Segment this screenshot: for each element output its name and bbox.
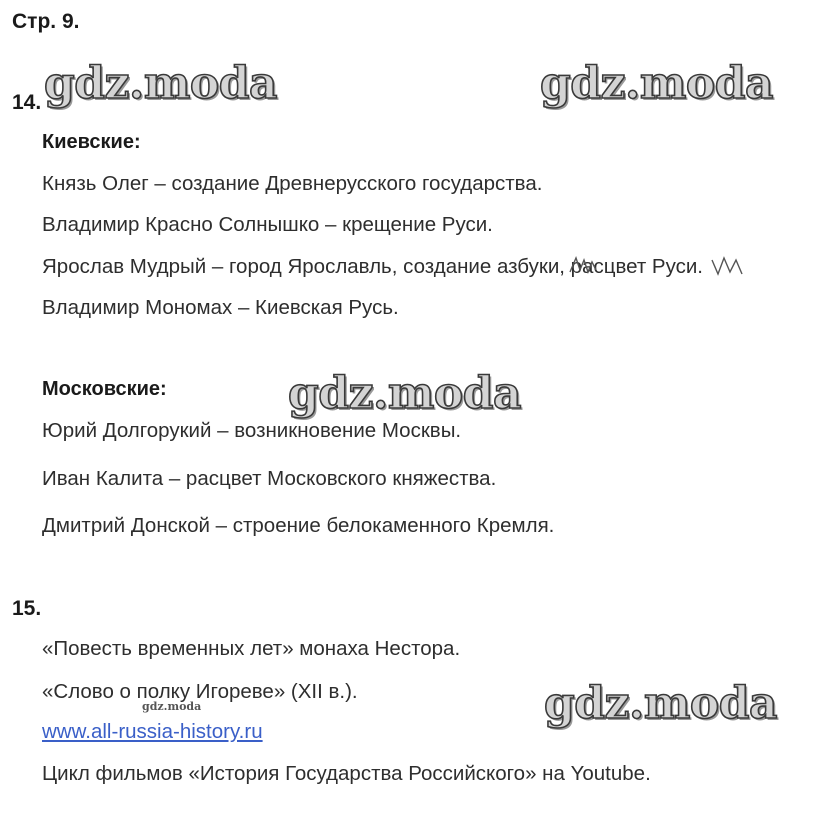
task-15-number: 15.: [12, 597, 42, 620]
moscow-line: Дмитрий Донской – строение белокаменного Кремля.: [42, 514, 555, 537]
page-label: Стр. 9.: [12, 10, 80, 33]
source-line: «Слово о полку Игореве» (XII в.).: [42, 680, 358, 703]
watermark: gdz.moda: [540, 58, 774, 109]
moscow-line: Иван Калита – расцвет Московского княжества.: [42, 467, 497, 490]
kiev-line: Князь Олег – создание Древнерусского государства.: [42, 172, 543, 195]
task-14-number: 14.: [12, 91, 42, 114]
scribble-mark: [708, 252, 748, 278]
watermark: gdz.moda: [544, 678, 778, 729]
scribble-mark: [566, 252, 602, 278]
kiev-line: Владимир Мономах – Киевская Русь.: [42, 296, 399, 319]
source-line: «Повесть временных лет» монаха Нестора.: [42, 637, 461, 660]
watermark: gdz.moda: [288, 368, 522, 419]
moscow-heading: Московские:: [42, 378, 167, 400]
source-line: Цикл фильмов «История Государства Российского» на Youtube.: [42, 762, 651, 785]
kiev-heading: Киевские:: [42, 131, 141, 153]
watermark-small: gdz.moda: [142, 700, 202, 713]
moscow-line: Юрий Долгорукий – возникновение Москвы.: [42, 419, 462, 442]
watermark: gdz.moda: [44, 58, 278, 109]
kiev-line: Ярослав Мудрый – город Ярославль, создание азбуки, расцвет Руси.: [42, 255, 704, 278]
kiev-line: Владимир Красно Солнышко – крещение Руси.: [42, 213, 493, 236]
history-site-link[interactable]: www.all-russia-history.ru: [42, 720, 263, 743]
